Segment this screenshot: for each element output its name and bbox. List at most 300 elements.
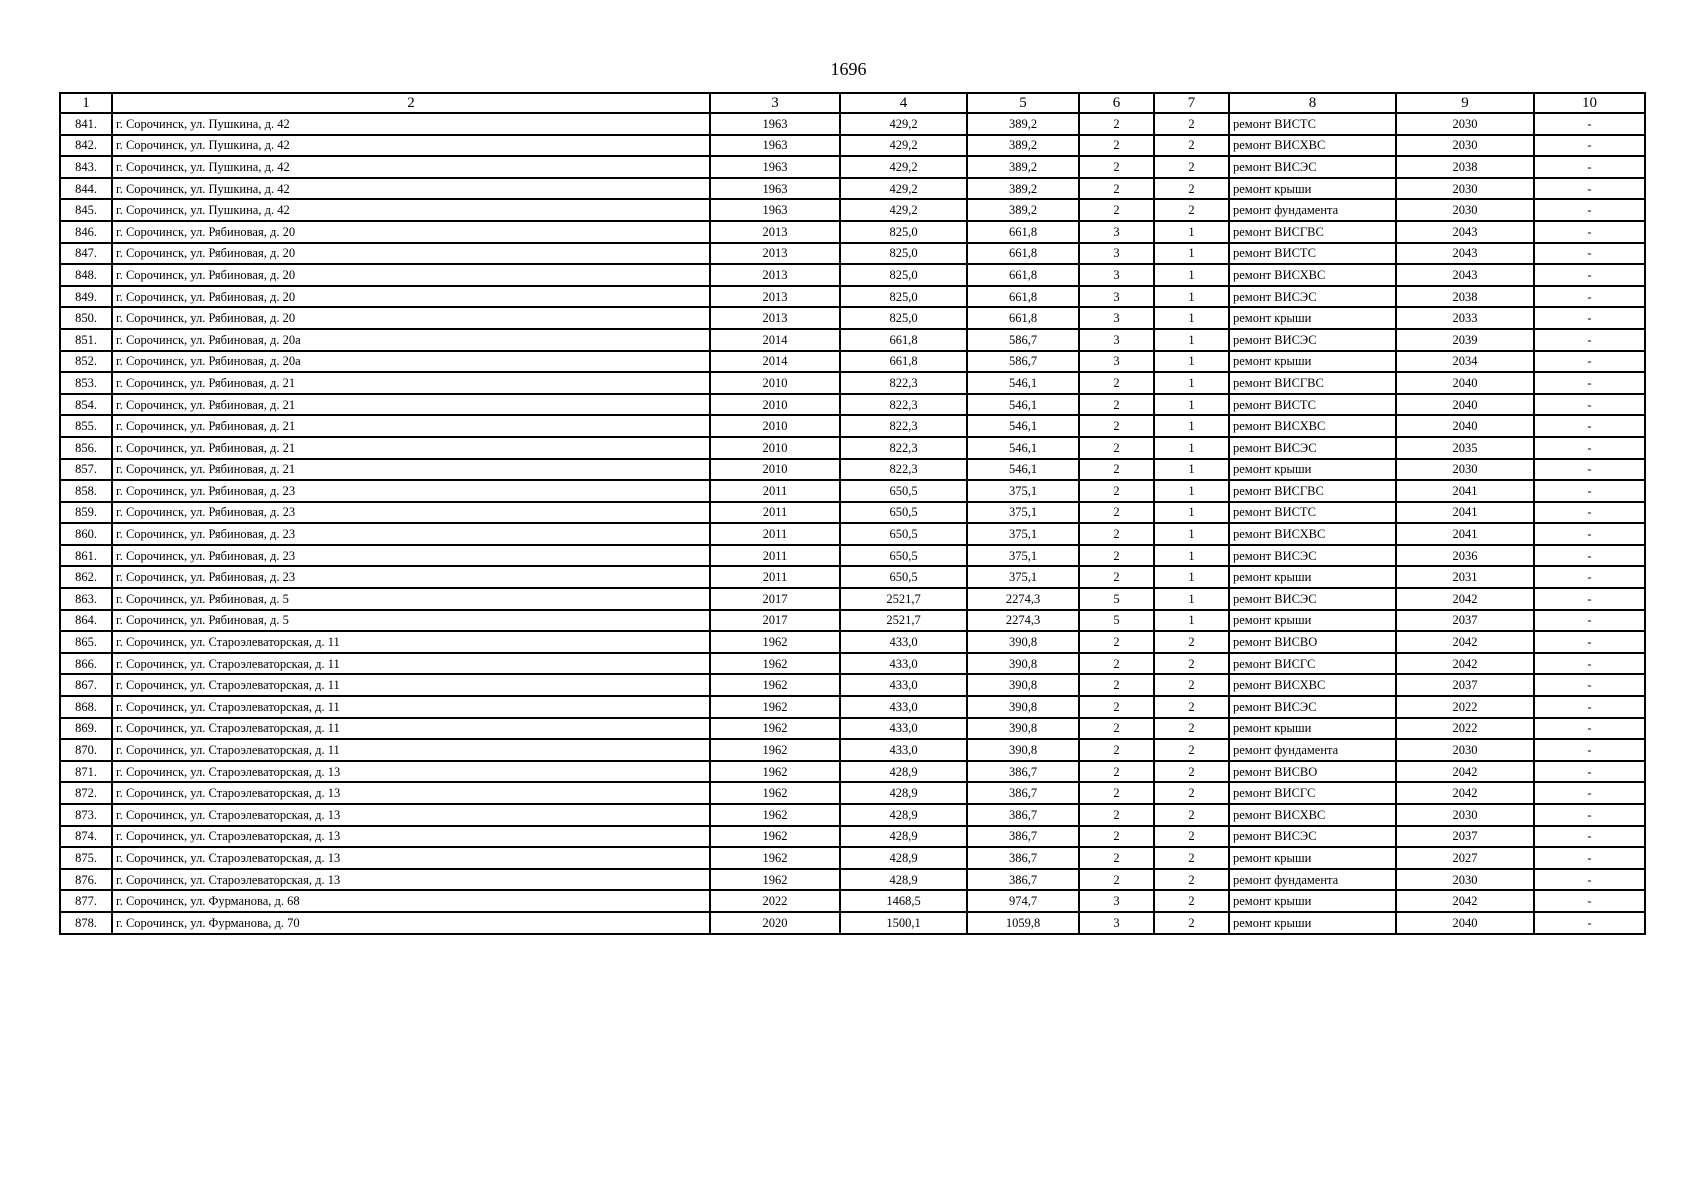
cell-total-area: 428,9 — [840, 782, 967, 804]
cell-note: - — [1534, 199, 1645, 221]
cell-floors: 2 — [1079, 631, 1154, 653]
cell-total-area: 825,0 — [840, 264, 967, 286]
cell-note: - — [1534, 696, 1645, 718]
cell-planned-year: 2042 — [1396, 653, 1534, 675]
cell-living-area: 390,8 — [967, 739, 1079, 761]
cell-row-number: 858. — [60, 480, 112, 502]
cell-work-type: ремонт ВИСЭС — [1229, 696, 1396, 718]
cell-floors: 2 — [1079, 566, 1154, 588]
cell-note: - — [1534, 545, 1645, 567]
cell-work-type: ремонт ВИСХВС — [1229, 674, 1396, 696]
cell-living-area: 375,1 — [967, 480, 1079, 502]
cell-work-type: ремонт крыши — [1229, 718, 1396, 740]
cell-year-built: 2013 — [710, 307, 840, 329]
cell-note: - — [1534, 415, 1645, 437]
cell-address: г. Сорочинск, ул. Рябиновая, д. 20 — [112, 307, 710, 329]
page-number: 1696 — [830, 59, 867, 79]
cell-floors: 2 — [1079, 523, 1154, 545]
cell-entrances: 1 — [1154, 588, 1229, 610]
cell-work-type: ремонт крыши — [1229, 890, 1396, 912]
cell-year-built: 2010 — [710, 372, 840, 394]
cell-floors: 2 — [1079, 394, 1154, 416]
cell-entrances: 1 — [1154, 566, 1229, 588]
table-row — [60, 199, 1645, 221]
cell-year-built: 2020 — [710, 912, 840, 934]
cell-entrances: 1 — [1154, 221, 1229, 243]
table-row — [60, 329, 1645, 351]
cell-living-area: 386,7 — [967, 761, 1079, 783]
cell-address: г. Сорочинск, ул. Фурманова, д. 68 — [112, 890, 710, 912]
cell-total-area: 825,0 — [840, 221, 967, 243]
cell-total-area: 2521,7 — [840, 610, 967, 632]
cell-year-built: 1962 — [710, 761, 840, 783]
cell-row-number: 847. — [60, 243, 112, 265]
cell-work-type: ремонт фундамента — [1229, 869, 1396, 891]
cell-total-area: 428,9 — [840, 826, 967, 848]
cell-floors: 2 — [1079, 480, 1154, 502]
cell-row-number: 865. — [60, 631, 112, 653]
cell-entrances: 1 — [1154, 394, 1229, 416]
cell-living-area: 546,1 — [967, 415, 1079, 437]
table-row — [60, 351, 1645, 373]
cell-floors: 3 — [1079, 264, 1154, 286]
cell-entrances: 2 — [1154, 631, 1229, 653]
cell-planned-year: 2030 — [1396, 135, 1534, 157]
cell-note: - — [1534, 135, 1645, 157]
cell-work-type: ремонт ВИСГВС — [1229, 480, 1396, 502]
cell-note: - — [1534, 221, 1645, 243]
cell-entrances: 1 — [1154, 480, 1229, 502]
cell-floors: 2 — [1079, 718, 1154, 740]
cell-work-type: ремонт ВИСХВС — [1229, 415, 1396, 437]
cell-living-area: 390,8 — [967, 696, 1079, 718]
cell-planned-year: 2039 — [1396, 329, 1534, 351]
cell-address: г. Сорочинск, ул. Староэлеваторская, д. 13 — [112, 761, 710, 783]
cell-total-area: 429,2 — [840, 156, 967, 178]
cell-row-number: 862. — [60, 566, 112, 588]
cell-total-area: 661,8 — [840, 329, 967, 351]
cell-floors: 2 — [1079, 113, 1154, 135]
cell-address: г. Сорочинск, ул. Пушкина, д. 42 — [112, 199, 710, 221]
cell-address: г. Сорочинск, ул. Рябиновая, д. 5 — [112, 588, 710, 610]
cell-row-number: 843. — [60, 156, 112, 178]
cell-living-area: 661,8 — [967, 264, 1079, 286]
cell-total-area: 428,9 — [840, 847, 967, 869]
cell-entrances: 1 — [1154, 372, 1229, 394]
cell-living-area: 386,7 — [967, 847, 1079, 869]
cell-floors: 3 — [1079, 890, 1154, 912]
cell-floors: 2 — [1079, 739, 1154, 761]
cell-living-area: 386,7 — [967, 804, 1079, 826]
cell-living-area: 546,1 — [967, 394, 1079, 416]
cell-living-area: 546,1 — [967, 372, 1079, 394]
cell-work-type: ремонт ВИСЭС — [1229, 545, 1396, 567]
cell-living-area: 375,1 — [967, 566, 1079, 588]
cell-work-type: ремонт крыши — [1229, 307, 1396, 329]
cell-total-area: 433,0 — [840, 674, 967, 696]
cell-work-type: ремонт ВИСЭС — [1229, 826, 1396, 848]
table-row — [60, 653, 1645, 675]
cell-address: г. Сорочинск, ул. Староэлеваторская, д. 11 — [112, 696, 710, 718]
cell-address: г. Сорочинск, ул. Рябиновая, д. 20 — [112, 221, 710, 243]
cell-floors: 2 — [1079, 459, 1154, 481]
cell-year-built: 1962 — [710, 847, 840, 869]
cell-living-area: 586,7 — [967, 351, 1079, 373]
cell-total-area: 1468,5 — [840, 890, 967, 912]
table-row — [60, 415, 1645, 437]
cell-year-built: 1962 — [710, 826, 840, 848]
cell-planned-year: 2040 — [1396, 415, 1534, 437]
cell-note: - — [1534, 869, 1645, 891]
cell-entrances: 2 — [1154, 135, 1229, 157]
table-row — [60, 437, 1645, 459]
cell-note: - — [1534, 480, 1645, 502]
table-row — [60, 178, 1645, 200]
cell-row-number: 872. — [60, 782, 112, 804]
cell-row-number: 844. — [60, 178, 112, 200]
cell-total-area: 650,5 — [840, 523, 967, 545]
cell-entrances: 1 — [1154, 415, 1229, 437]
cell-entrances: 2 — [1154, 847, 1229, 869]
cell-planned-year: 2033 — [1396, 307, 1534, 329]
table-row — [60, 307, 1645, 329]
cell-note: - — [1534, 674, 1645, 696]
cell-total-area: 825,0 — [840, 243, 967, 265]
cell-entrances: 2 — [1154, 178, 1229, 200]
cell-living-area: 375,1 — [967, 545, 1079, 567]
cell-living-area: 386,7 — [967, 826, 1079, 848]
cell-note: - — [1534, 653, 1645, 675]
cell-living-area: 546,1 — [967, 437, 1079, 459]
table-row — [60, 912, 1645, 934]
cell-year-built: 1963 — [710, 135, 840, 157]
table-row — [60, 674, 1645, 696]
cell-living-area: 389,2 — [967, 135, 1079, 157]
cell-floors: 2 — [1079, 826, 1154, 848]
cell-address: г. Сорочинск, ул. Рябиновая, д. 5 — [112, 610, 710, 632]
cell-work-type: ремонт ВИСЭС — [1229, 329, 1396, 351]
cell-entrances: 2 — [1154, 696, 1229, 718]
cell-work-type: ремонт ВИСХВС — [1229, 135, 1396, 157]
cell-living-area: 389,2 — [967, 156, 1079, 178]
table-row — [60, 782, 1645, 804]
cell-floors: 2 — [1079, 178, 1154, 200]
cell-address: г. Сорочинск, ул. Рябиновая, д. 23 — [112, 566, 710, 588]
cell-year-built: 1963 — [710, 199, 840, 221]
cell-work-type: ремонт ВИСВО — [1229, 761, 1396, 783]
cell-floors: 2 — [1079, 761, 1154, 783]
cell-note: - — [1534, 286, 1645, 308]
table-row — [60, 739, 1645, 761]
cell-living-area: 1059,8 — [967, 912, 1079, 934]
cell-floors: 2 — [1079, 415, 1154, 437]
cell-planned-year: 2043 — [1396, 264, 1534, 286]
cell-address: г. Сорочинск, ул. Староэлеваторская, д. 11 — [112, 739, 710, 761]
cell-work-type: ремонт крыши — [1229, 912, 1396, 934]
cell-total-area: 650,5 — [840, 502, 967, 524]
cell-planned-year: 2041 — [1396, 502, 1534, 524]
cell-note: - — [1534, 523, 1645, 545]
cell-floors: 3 — [1079, 329, 1154, 351]
cell-row-number: 874. — [60, 826, 112, 848]
cell-note: - — [1534, 912, 1645, 934]
cell-row-number: 852. — [60, 351, 112, 373]
cell-living-area: 389,2 — [967, 113, 1079, 135]
cell-row-number: 850. — [60, 307, 112, 329]
table-row — [60, 264, 1645, 286]
cell-year-built: 2022 — [710, 890, 840, 912]
cell-planned-year: 2030 — [1396, 199, 1534, 221]
cell-planned-year: 2022 — [1396, 718, 1534, 740]
cell-entrances: 2 — [1154, 869, 1229, 891]
cell-total-area: 429,2 — [840, 199, 967, 221]
cell-total-area: 429,2 — [840, 113, 967, 135]
cell-total-area: 825,0 — [840, 307, 967, 329]
cell-year-built: 1962 — [710, 739, 840, 761]
cell-address: г. Сорочинск, ул. Рябиновая, д. 21 — [112, 394, 710, 416]
cell-entrances: 2 — [1154, 804, 1229, 826]
cell-address: г. Сорочинск, ул. Староэлеваторская, д. 13 — [112, 869, 710, 891]
cell-living-area: 586,7 — [967, 329, 1079, 351]
table-row — [60, 523, 1645, 545]
cell-total-area: 822,3 — [840, 394, 967, 416]
cell-total-area: 428,9 — [840, 804, 967, 826]
cell-address: г. Сорочинск, ул. Рябиновая, д. 20а — [112, 351, 710, 373]
cell-work-type: ремонт ВИСХВС — [1229, 264, 1396, 286]
cell-entrances: 1 — [1154, 523, 1229, 545]
cell-note: - — [1534, 847, 1645, 869]
cell-planned-year: 2038 — [1396, 286, 1534, 308]
cell-work-type: ремонт ВИСТС — [1229, 394, 1396, 416]
cell-note: - — [1534, 502, 1645, 524]
cell-planned-year: 2035 — [1396, 437, 1534, 459]
cell-note: - — [1534, 718, 1645, 740]
cell-year-built: 2011 — [710, 545, 840, 567]
table-row — [60, 545, 1645, 567]
cell-row-number: 860. — [60, 523, 112, 545]
cell-floors: 2 — [1079, 847, 1154, 869]
cell-row-number: 853. — [60, 372, 112, 394]
cell-living-area: 661,8 — [967, 221, 1079, 243]
cell-year-built: 1963 — [710, 178, 840, 200]
cell-planned-year: 2034 — [1396, 351, 1534, 373]
cell-row-number: 856. — [60, 437, 112, 459]
column-header-1: 1 — [60, 93, 112, 113]
table-row — [60, 610, 1645, 632]
cell-entrances: 1 — [1154, 502, 1229, 524]
cell-year-built: 2010 — [710, 437, 840, 459]
cell-address: г. Сорочинск, ул. Рябиновая, д. 21 — [112, 459, 710, 481]
cell-row-number: 842. — [60, 135, 112, 157]
table-row — [60, 718, 1645, 740]
cell-floors: 2 — [1079, 156, 1154, 178]
cell-total-area: 429,2 — [840, 178, 967, 200]
cell-living-area: 2274,3 — [967, 610, 1079, 632]
cell-row-number: 851. — [60, 329, 112, 351]
cell-row-number: 855. — [60, 415, 112, 437]
cell-row-number: 878. — [60, 912, 112, 934]
cell-work-type: ремонт крыши — [1229, 847, 1396, 869]
cell-total-area: 433,0 — [840, 718, 967, 740]
header-row — [60, 93, 1645, 113]
cell-note: - — [1534, 631, 1645, 653]
table-body — [60, 113, 1645, 934]
cell-year-built: 2014 — [710, 329, 840, 351]
cell-planned-year: 2042 — [1396, 782, 1534, 804]
cell-work-type: ремонт крыши — [1229, 610, 1396, 632]
cell-planned-year: 2030 — [1396, 869, 1534, 891]
cell-row-number: 859. — [60, 502, 112, 524]
cell-total-area: 1500,1 — [840, 912, 967, 934]
cell-living-area: 375,1 — [967, 502, 1079, 524]
cell-entrances: 2 — [1154, 156, 1229, 178]
cell-year-built: 1962 — [710, 674, 840, 696]
cell-planned-year: 2040 — [1396, 394, 1534, 416]
cell-address: г. Сорочинск, ул. Рябиновая, д. 23 — [112, 480, 710, 502]
cell-work-type: ремонт ВИСГВС — [1229, 372, 1396, 394]
cell-living-area: 389,2 — [967, 199, 1079, 221]
cell-note: - — [1534, 329, 1645, 351]
cell-year-built: 2010 — [710, 415, 840, 437]
cell-total-area: 650,5 — [840, 480, 967, 502]
cell-living-area: 390,8 — [967, 653, 1079, 675]
cell-note: - — [1534, 113, 1645, 135]
cell-year-built: 2013 — [710, 243, 840, 265]
table-row — [60, 566, 1645, 588]
column-header-4: 4 — [840, 93, 967, 113]
cell-living-area: 661,8 — [967, 307, 1079, 329]
cell-address: г. Сорочинск, ул. Рябиновая, д. 23 — [112, 545, 710, 567]
cell-planned-year: 2022 — [1396, 696, 1534, 718]
cell-note: - — [1534, 351, 1645, 373]
cell-note: - — [1534, 782, 1645, 804]
cell-address: г. Сорочинск, ул. Рябиновая, д. 20а — [112, 329, 710, 351]
table-row — [60, 286, 1645, 308]
cell-total-area: 650,5 — [840, 545, 967, 567]
cell-work-type: ремонт ВИСТС — [1229, 243, 1396, 265]
cell-address: г. Сорочинск, ул. Рябиновая, д. 20 — [112, 243, 710, 265]
cell-entrances: 2 — [1154, 113, 1229, 135]
cell-note: - — [1534, 826, 1645, 848]
cell-floors: 3 — [1079, 912, 1154, 934]
cell-floors: 3 — [1079, 243, 1154, 265]
table-row — [60, 502, 1645, 524]
cell-note: - — [1534, 739, 1645, 761]
cell-note: - — [1534, 307, 1645, 329]
table-row — [60, 761, 1645, 783]
cell-note: - — [1534, 890, 1645, 912]
cell-note: - — [1534, 437, 1645, 459]
cell-planned-year: 2036 — [1396, 545, 1534, 567]
column-header-2: 2 — [112, 93, 710, 113]
table-row — [60, 372, 1645, 394]
cell-floors: 3 — [1079, 286, 1154, 308]
cell-entrances: 1 — [1154, 264, 1229, 286]
cell-row-number: 841. — [60, 113, 112, 135]
cell-address: г. Сорочинск, ул. Рябиновая, д. 23 — [112, 523, 710, 545]
table-row — [60, 459, 1645, 481]
cell-planned-year: 2027 — [1396, 847, 1534, 869]
cell-note: - — [1534, 264, 1645, 286]
cell-living-area: 386,7 — [967, 782, 1079, 804]
cell-work-type: ремонт ВИСТС — [1229, 113, 1396, 135]
cell-row-number: 871. — [60, 761, 112, 783]
cell-entrances: 1 — [1154, 243, 1229, 265]
cell-address: г. Сорочинск, ул. Староэлеваторская, д. 13 — [112, 782, 710, 804]
cell-planned-year: 2042 — [1396, 890, 1534, 912]
cell-address: г. Сорочинск, ул. Рябиновая, д. 23 — [112, 502, 710, 524]
cell-year-built: 1962 — [710, 782, 840, 804]
cell-row-number: 846. — [60, 221, 112, 243]
cell-living-area: 375,1 — [967, 523, 1079, 545]
cell-row-number: 849. — [60, 286, 112, 308]
cell-work-type: ремонт ВИСГС — [1229, 782, 1396, 804]
cell-year-built: 2011 — [710, 523, 840, 545]
cell-planned-year: 2042 — [1396, 761, 1534, 783]
cell-note: - — [1534, 588, 1645, 610]
cell-total-area: 428,9 — [840, 869, 967, 891]
cell-planned-year: 2037 — [1396, 674, 1534, 696]
table-row — [60, 826, 1645, 848]
cell-planned-year: 2040 — [1396, 372, 1534, 394]
cell-living-area: 390,8 — [967, 718, 1079, 740]
cell-work-type: ремонт ВИСГВС — [1229, 221, 1396, 243]
cell-floors: 2 — [1079, 804, 1154, 826]
cell-entrances: 1 — [1154, 545, 1229, 567]
table-row — [60, 221, 1645, 243]
cell-total-area: 2521,7 — [840, 588, 967, 610]
cell-floors: 5 — [1079, 610, 1154, 632]
cell-floors: 3 — [1079, 351, 1154, 373]
cell-planned-year: 2037 — [1396, 610, 1534, 632]
cell-year-built: 1962 — [710, 653, 840, 675]
cell-planned-year: 2030 — [1396, 178, 1534, 200]
cell-address: г. Сорочинск, ул. Пушкина, д. 42 — [112, 156, 710, 178]
cell-note: - — [1534, 372, 1645, 394]
cell-floors: 2 — [1079, 653, 1154, 675]
cell-row-number: 867. — [60, 674, 112, 696]
cell-work-type: ремонт крыши — [1229, 566, 1396, 588]
cell-total-area: 433,0 — [840, 696, 967, 718]
cell-entrances: 1 — [1154, 351, 1229, 373]
cell-floors: 2 — [1079, 545, 1154, 567]
table-row — [60, 804, 1645, 826]
cell-row-number: 873. — [60, 804, 112, 826]
cell-entrances: 1 — [1154, 307, 1229, 329]
cell-row-number: 845. — [60, 199, 112, 221]
cell-row-number: 877. — [60, 890, 112, 912]
cell-work-type: ремонт ВИСТС — [1229, 502, 1396, 524]
cell-floors: 2 — [1079, 437, 1154, 459]
cell-year-built: 2011 — [710, 480, 840, 502]
cell-living-area: 386,7 — [967, 869, 1079, 891]
cell-row-number: 875. — [60, 847, 112, 869]
cell-work-type: ремонт фундамента — [1229, 199, 1396, 221]
table-row — [60, 869, 1645, 891]
cell-work-type: ремонт крыши — [1229, 178, 1396, 200]
cell-address: г. Сорочинск, ул. Рябиновая, д. 20 — [112, 264, 710, 286]
cell-living-area: 546,1 — [967, 459, 1079, 481]
cell-living-area: 2274,3 — [967, 588, 1079, 610]
cell-year-built: 2014 — [710, 351, 840, 373]
cell-planned-year: 2043 — [1396, 221, 1534, 243]
cell-living-area: 389,2 — [967, 178, 1079, 200]
column-header-3: 3 — [710, 93, 840, 113]
cell-floors: 2 — [1079, 869, 1154, 891]
cell-entrances: 1 — [1154, 610, 1229, 632]
cell-row-number: 857. — [60, 459, 112, 481]
cell-year-built: 1963 — [710, 113, 840, 135]
